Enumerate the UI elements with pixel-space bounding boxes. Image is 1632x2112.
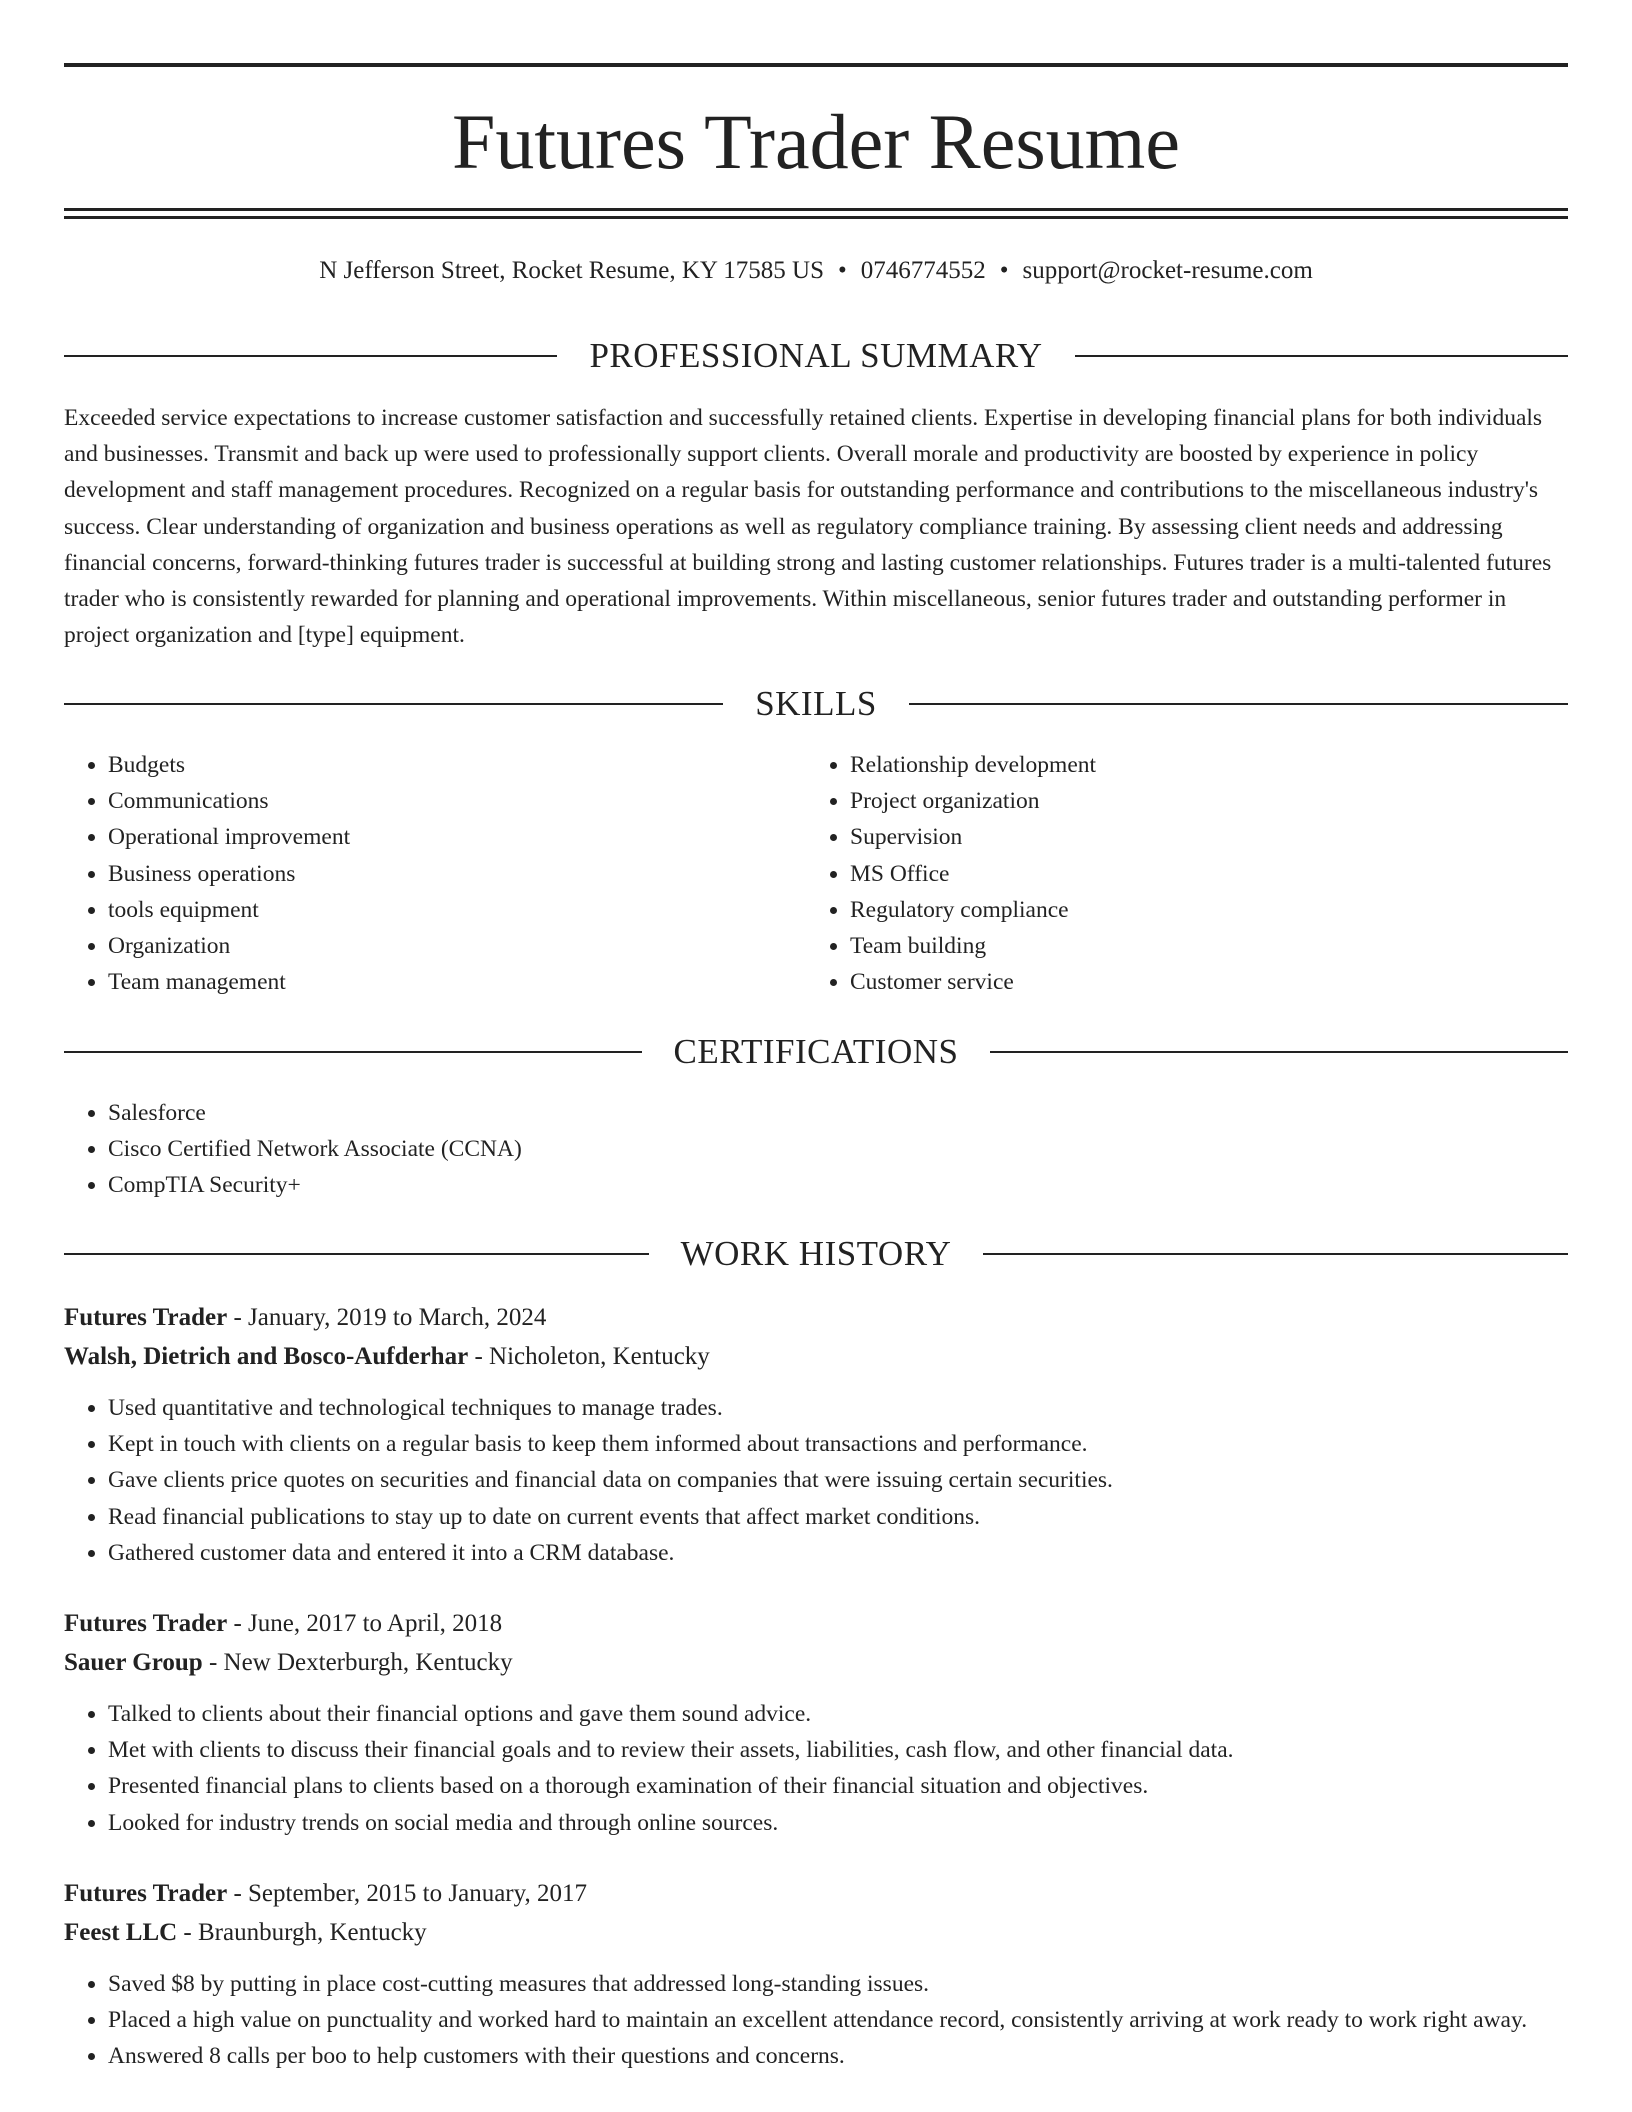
skill-item: • MS Office xyxy=(850,856,1566,892)
job-location: - New Dexterburgh, Kentucky xyxy=(202,1649,513,1676)
top-rule xyxy=(64,63,1568,67)
contact-phone: 0746774552 xyxy=(860,257,986,284)
job-bullet: • Saved $8 by putting in place cost-cutting measures that addressed long-standing issues. xyxy=(108,1966,1568,2002)
section-title-work-history: WORK HISTORY xyxy=(680,1234,952,1273)
section-rule-left xyxy=(64,1051,642,1053)
skill-item: • Customer service xyxy=(850,964,1566,1000)
section-header-certifications xyxy=(64,1030,1568,1074)
job-bullet: • Read financial publications to stay up to date on current events that affect market conditions. xyxy=(108,1499,1568,1535)
job-title: Futures Trader xyxy=(64,1610,228,1637)
certification-item: • CompTIA Security+ xyxy=(108,1167,1568,1203)
skill-item: • Relationship development xyxy=(850,747,1566,783)
job-dates: - September, 2015 to January, 2017 xyxy=(227,1880,587,1907)
job-bullet: • Met with clients to discuss their financial goals and to review their assets, liabilities, cash flow, and other financial data. xyxy=(108,1732,1568,1768)
job-company-line xyxy=(64,1916,1568,1950)
certifications-list xyxy=(64,1095,1568,1204)
section-header-work-history xyxy=(64,1232,1568,1276)
skill-item: • tools equipment xyxy=(108,892,804,928)
job-company-line xyxy=(64,1340,1568,1374)
job-bullet: • Gave clients price quotes on securities and financial data on companies that were issuing certain securities. xyxy=(108,1462,1568,1498)
job-company: Sauer Group xyxy=(64,1649,203,1676)
section-title-summary: PROFESSIONAL SUMMARY xyxy=(589,336,1043,375)
job-title-line xyxy=(64,1607,1568,1641)
job-bullet: • Gathered customer data and entered it into a CRM database. xyxy=(108,1535,1568,1571)
contact-line xyxy=(64,254,1568,288)
skill-item: • Communications xyxy=(108,783,804,819)
job-company: Walsh, Dietrich and Bosco-Aufderhar xyxy=(64,1343,469,1370)
job-entry xyxy=(64,1301,1568,1571)
job-bullet: • Used quantitative and technological techniques to manage trades. xyxy=(108,1390,1568,1426)
title-double-rule-lower xyxy=(64,216,1568,219)
job-entry xyxy=(64,1877,1568,2075)
job-entry xyxy=(64,1607,1568,1841)
job-company-line xyxy=(64,1646,1568,1680)
job-bullet: • Answered 8 calls per boo to help customers with their questions and concerns. xyxy=(108,2038,1568,2074)
certification-item: • Salesforce xyxy=(108,1095,1568,1131)
job-title: Futures Trader xyxy=(64,1304,228,1331)
section-rule-right xyxy=(1075,355,1568,357)
job-dates: - June, 2017 to April, 2018 xyxy=(227,1610,503,1637)
job-bullet: • Looked for industry trends on social media and through online sources. xyxy=(108,1805,1568,1841)
job-company: Feest LLC xyxy=(64,1919,178,1946)
section-rule-left xyxy=(64,1253,649,1255)
contact-separator: • xyxy=(999,257,1009,284)
certification-item: • Cisco Certified Network Associate (CCNA) xyxy=(108,1131,1568,1167)
title-double-rule-upper xyxy=(64,208,1568,211)
section-rule-left xyxy=(64,355,557,357)
skill-item: • Organization xyxy=(108,928,804,964)
section-title-certifications: CERTIFICATIONS xyxy=(673,1032,959,1071)
section-rule-right xyxy=(983,1253,1568,1255)
skill-item: • Operational improvement xyxy=(108,819,804,855)
skills-column-right xyxy=(806,747,1566,1000)
job-bullet: • Presented financial plans to clients based on a thorough examination of their financial situation and objectives. xyxy=(108,1768,1568,1804)
job-title-line xyxy=(64,1877,1568,1911)
section-rule-right xyxy=(990,1051,1568,1053)
job-location: - Nicholeton, Kentucky xyxy=(468,1343,710,1370)
job-title: Futures Trader xyxy=(64,1880,228,1907)
job-title-line xyxy=(64,1301,1568,1335)
resume-title: Futures Trader Resume xyxy=(452,98,1180,185)
skill-item: • Budgets xyxy=(108,747,804,783)
skill-item: • Team building xyxy=(850,928,1566,964)
job-bullet: • Talked to clients about their financial options and gave them sound advice. xyxy=(108,1696,1568,1732)
job-bullet: • Placed a high value on punctuality and worked hard to maintain an excellent attendance record, consistently arriving at work ready to work right away. xyxy=(108,2002,1568,2038)
skill-item: • Supervision xyxy=(850,819,1566,855)
professional-summary-text: Exceeded service expectations to increase customer satisfaction and successfully retained clients. Expertise in developing financial plans for both individuals and businesses. Transmit and back up were used to professionally support clients. Overall morale and productivity are boosted by experience in policy development and staff management procedures. Recognized on a regular basis for outstanding performance and contributions to the miscellaneous industry's success. Clear understanding of organization and business operations as well as regulatory compliance training. By assessing client needs and addressing financial concerns, forward-thinking futures trader is successful at building strong and lasting customer relationships. Futures trader is a multi-talented futures trader who is consistently rewarded for planning and operational improvements. Within miscellaneous, senior futures trader and outstanding performer in project organization and [type] equipment. xyxy=(64,405,1552,649)
skill-item: • Business operations xyxy=(108,856,804,892)
section-rule-right xyxy=(909,703,1568,705)
contact-address: N Jefferson Street, Rocket Resume, KY 17585 US xyxy=(319,257,824,284)
contact-email: support@rocket-resume.com xyxy=(1022,257,1313,284)
section-header-skills xyxy=(64,682,1568,726)
job-location: - Braunburgh, Kentucky xyxy=(177,1919,427,1946)
skill-item: • Project organization xyxy=(850,783,1566,819)
skills-column-left xyxy=(64,747,804,1000)
section-header-summary xyxy=(64,334,1568,378)
contact-separator: • xyxy=(837,257,847,284)
job-bullet: • Kept in touch with clients on a regular basis to keep them informed about transactions and performance. xyxy=(108,1426,1568,1462)
section-title-skills: SKILLS xyxy=(755,684,877,723)
section-rule-left xyxy=(64,703,723,705)
skill-item: • Regulatory compliance xyxy=(850,892,1566,928)
job-dates: - January, 2019 to March, 2024 xyxy=(227,1304,547,1331)
skill-item: • Team management xyxy=(108,964,804,1000)
